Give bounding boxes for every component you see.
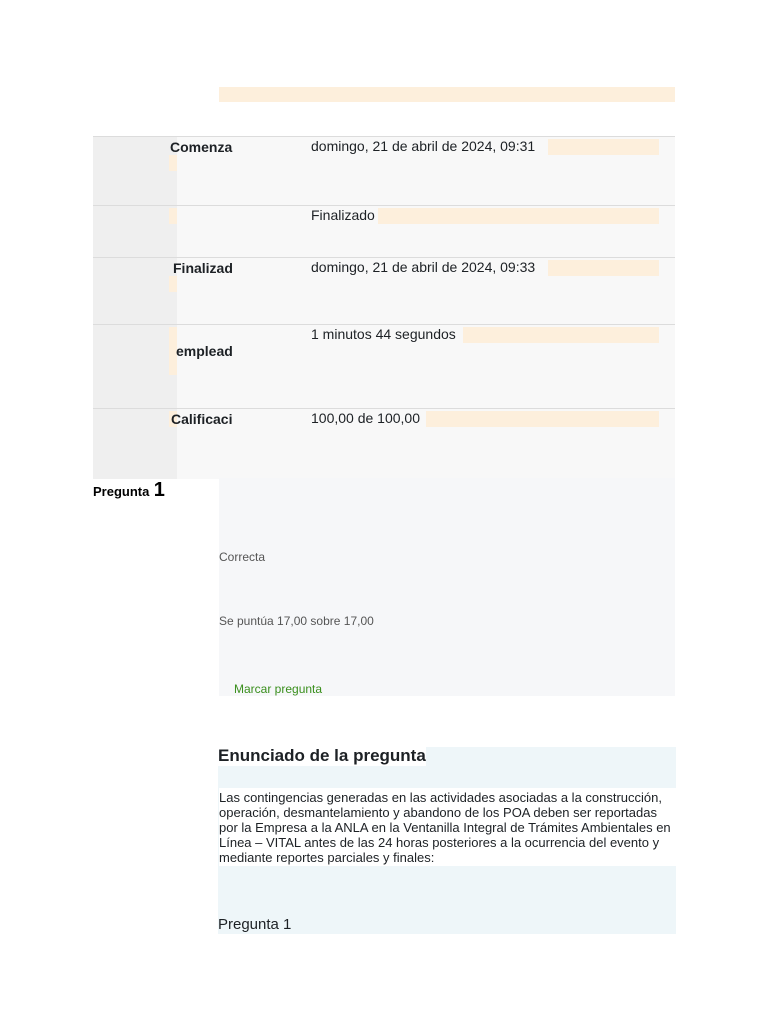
value-highlight bbox=[426, 411, 659, 427]
question-info-panel bbox=[219, 478, 675, 696]
top-highlight-bar bbox=[219, 87, 675, 102]
summary-value: domingo, 21 de abril de 2024, 09:33 bbox=[311, 259, 536, 275]
question-status: Correcta bbox=[219, 550, 266, 564]
summary-row-time-taken bbox=[93, 324, 675, 409]
statement-title: Enunciado de la pregunta bbox=[218, 746, 426, 765]
footer-question-label: Pregunta 1 bbox=[218, 916, 292, 933]
question-number: 1 bbox=[153, 479, 165, 501]
value-highlight bbox=[548, 260, 659, 276]
summary-value: 100,00 de 100,00 bbox=[311, 410, 420, 426]
value-highlight bbox=[378, 208, 659, 224]
question-grade: Se puntúa 17,00 sobre 17,00 bbox=[219, 614, 374, 628]
summary-row-state bbox=[93, 205, 675, 258]
question-heading bbox=[93, 479, 165, 502]
question-heading-prefix: Pregunta bbox=[93, 484, 150, 499]
statement-text: Las contingencias generadas en las actividades asociadas a la construcción, operación, desmantelamiento y abandono de los POA deben ser reportadas por la Empresa a la ANLA en la Ventanilla Integral de Trámites Ambientales en Línea – VITAL antes de las 24 horas posteriores a la ocurrencia del evento y mediante reportes parciales y finales: bbox=[219, 790, 671, 865]
summary-label-cell bbox=[93, 206, 177, 258]
summary-row-grade bbox=[93, 408, 675, 479]
label-highlight-strip bbox=[169, 208, 177, 224]
statement-title-underlay bbox=[438, 747, 676, 767]
summary-value: 1 minutos 44 segundos bbox=[311, 326, 456, 342]
summary-label-cell bbox=[93, 325, 177, 409]
summary-label: Finalizad bbox=[173, 260, 233, 276]
summary-label-cell bbox=[93, 409, 177, 479]
label-highlight-strip bbox=[169, 276, 177, 292]
summary-label: emplead bbox=[176, 343, 233, 359]
summary-row-finished bbox=[93, 257, 675, 325]
value-highlight bbox=[463, 327, 659, 343]
summary-value: Finalizado bbox=[311, 207, 375, 223]
flag-question-link[interactable]: Marcar pregunta bbox=[234, 682, 323, 696]
summary-row-started bbox=[93, 136, 675, 206]
value-highlight bbox=[548, 139, 659, 155]
summary-label-cell bbox=[93, 258, 177, 325]
label-highlight-strip bbox=[169, 155, 177, 171]
summary-value: domingo, 21 de abril de 2024, 09:31 bbox=[311, 138, 536, 154]
summary-label-cell bbox=[93, 137, 177, 206]
summary-label: Calificaci bbox=[171, 411, 233, 427]
summary-label: Comenza bbox=[170, 139, 233, 155]
